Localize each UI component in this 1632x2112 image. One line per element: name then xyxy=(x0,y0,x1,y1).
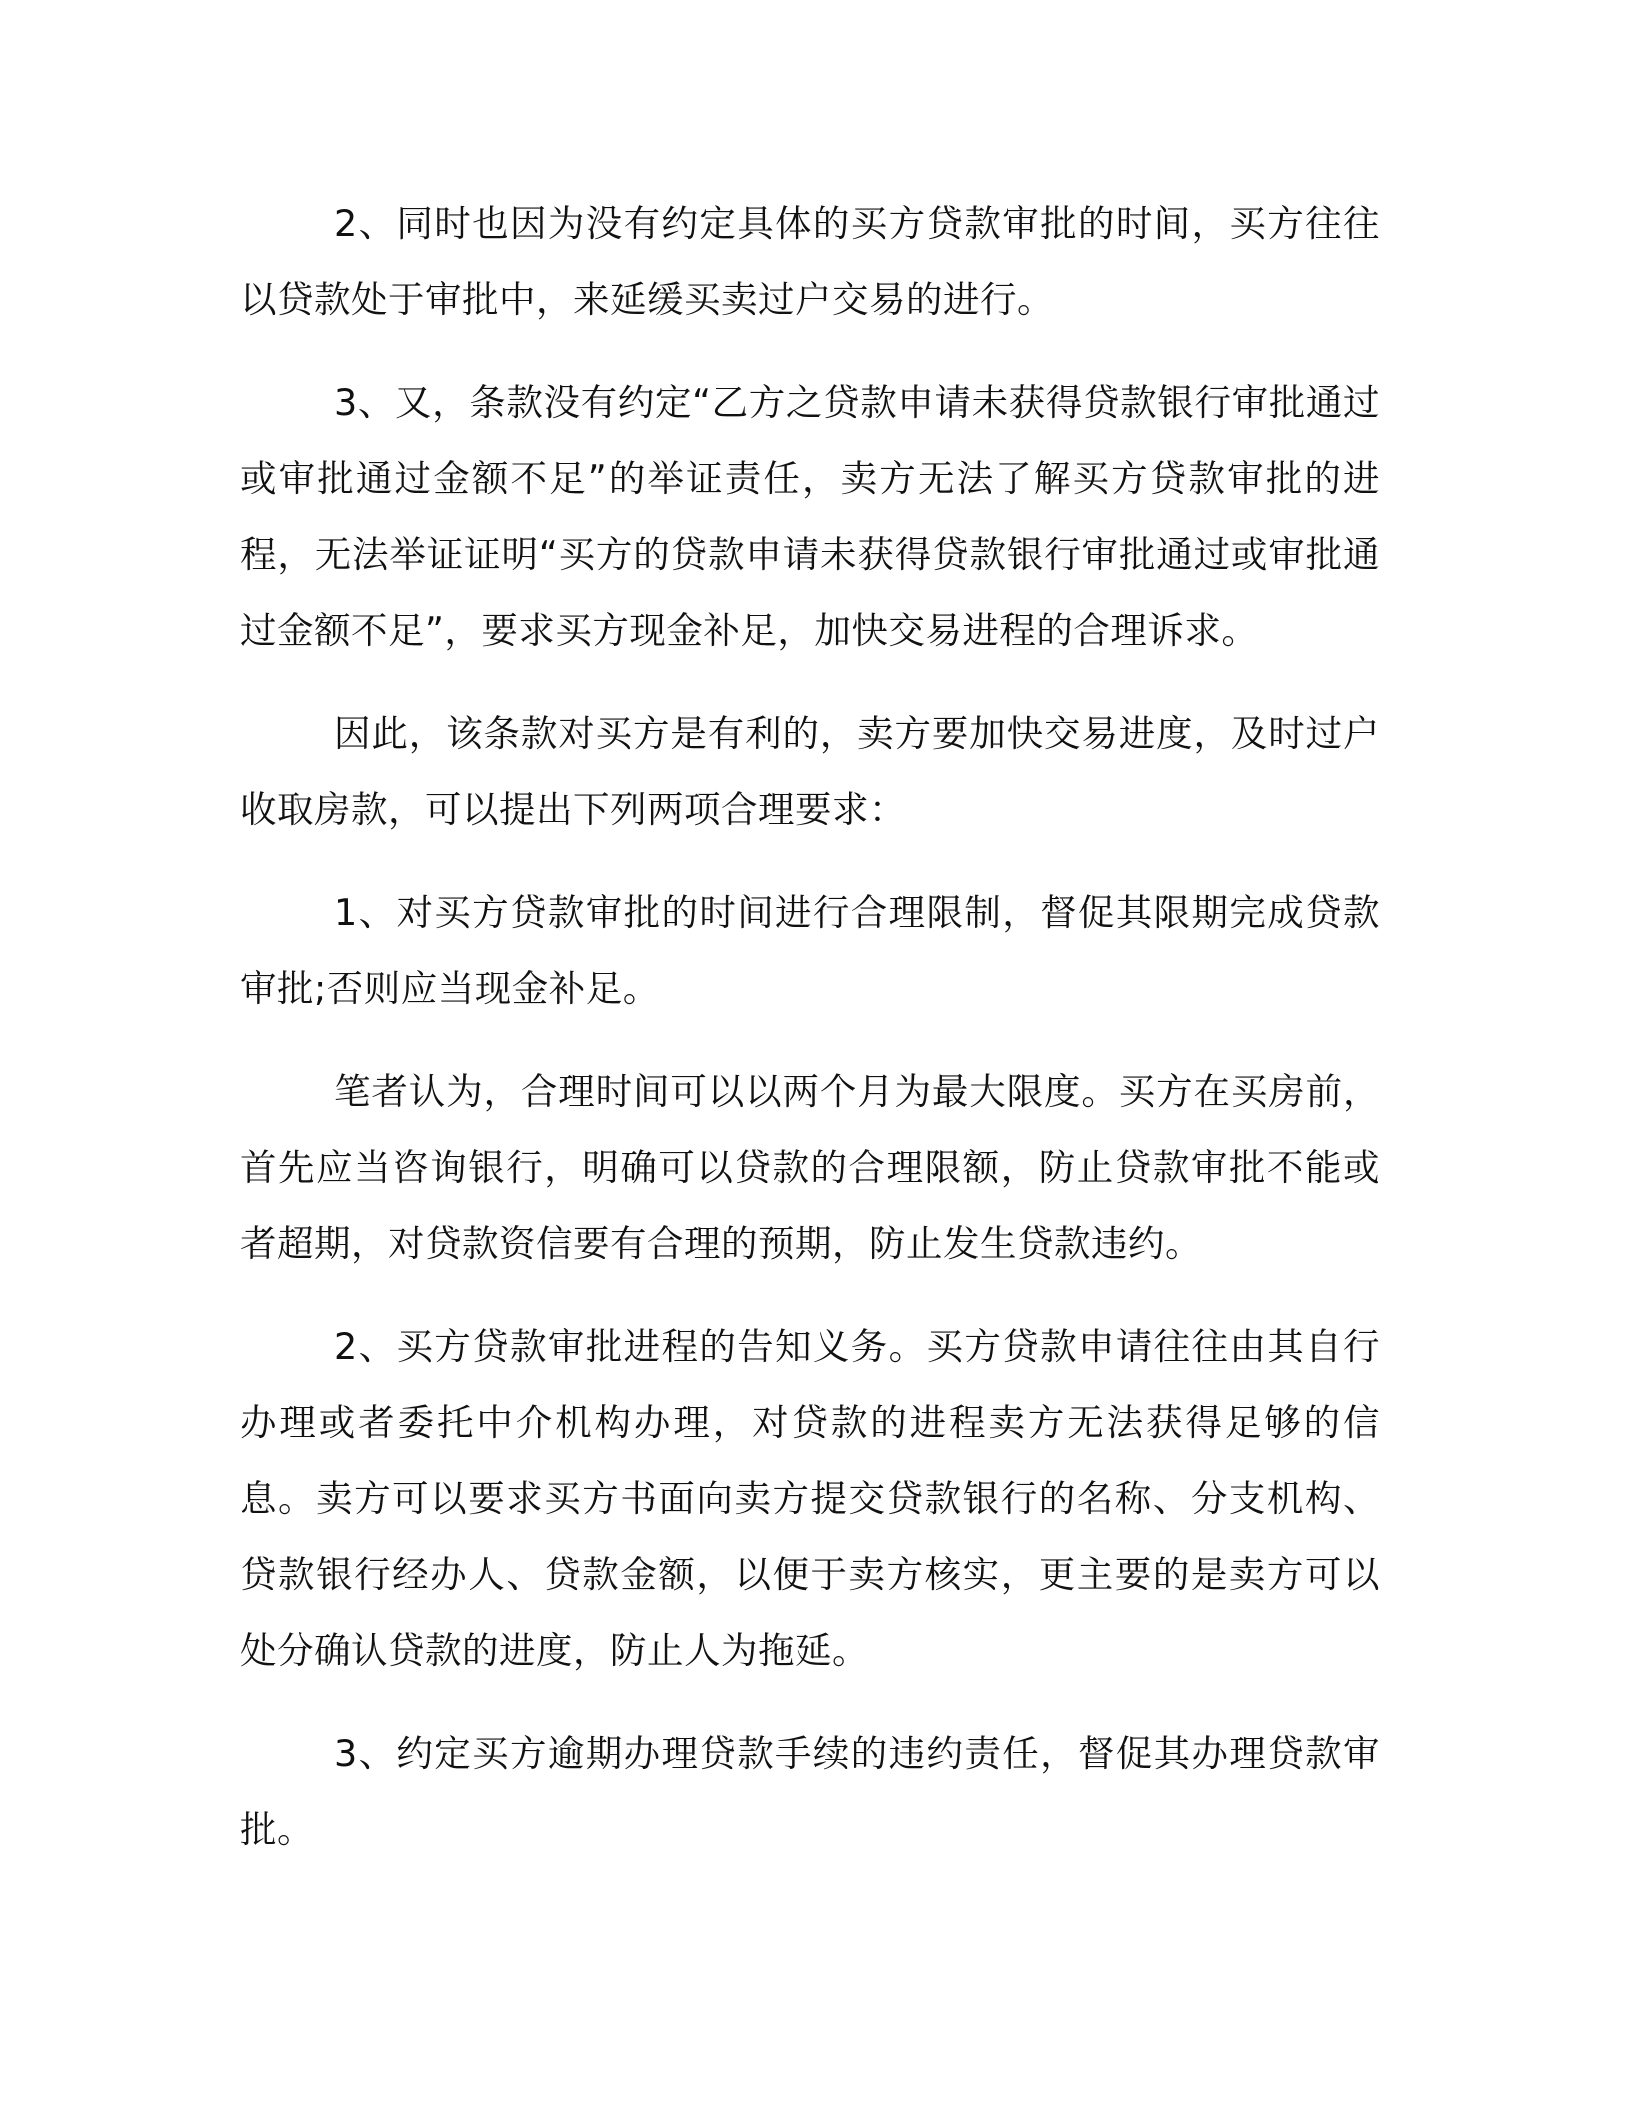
paragraph-request-time-limit: 1、对买方贷款审批的时间进行合理限制，督促其限期完成贷款审批;否则应当现金补足。 xyxy=(240,891,1380,1010)
paragraph-notification-duty: 2、买方贷款审批进程的告知义务。买方贷款申请往往由其自行办理或者委托中介机构办理，对贷款的进程卖方无法获得足够的信息。卖方可以要求买方书面向卖方提交贷款银行的名称、分支机构、贷款银行经办人、贷款金额，以便于卖方核实，更主要的是卖方可以处分确认贷款的进度，防止人为拖延。 xyxy=(240,1325,1380,1672)
paragraph-default-liability: 3、约定买方逾期办理贷款手续的违约责任，督促其办理贷款审批。 xyxy=(240,1732,1380,1851)
paragraph-loan-approval-time: 2、同时也因为没有约定具体的买方贷款审批的时间，买方往往以贷款处于审批中，来延缓买卖过户交易的进行。 xyxy=(240,202,1380,321)
document-body xyxy=(240,186,1380,1868)
paragraph-seller-requests-intro: 因此，该条款对买方是有利的，卖方要加快交易进度，及时过户收取房款，可以提出下列两项合理要求： xyxy=(240,712,1380,831)
paragraph-author-opinion: 笔者认为，合理时间可以以两个月为最大限度。买方在买房前，首先应当咨询银行，明确可以贷款的合理限额，防止贷款审批不能或者超期，对贷款资信要有合理的预期，防止发生贷款违约。 xyxy=(240,1070,1380,1265)
paragraph-burden-of-proof: 3、又，条款没有约定“乙方之贷款申请未获得贷款银行审批通过或审批通过金额不足”的举证责任，卖方无法了解买方贷款审批的进程，无法举证证明“买方的贷款申请未获得贷款银行审批通过或审批通过金额不足”，要求买方现金补足，加快交易进程的合理诉求。 xyxy=(240,381,1380,652)
